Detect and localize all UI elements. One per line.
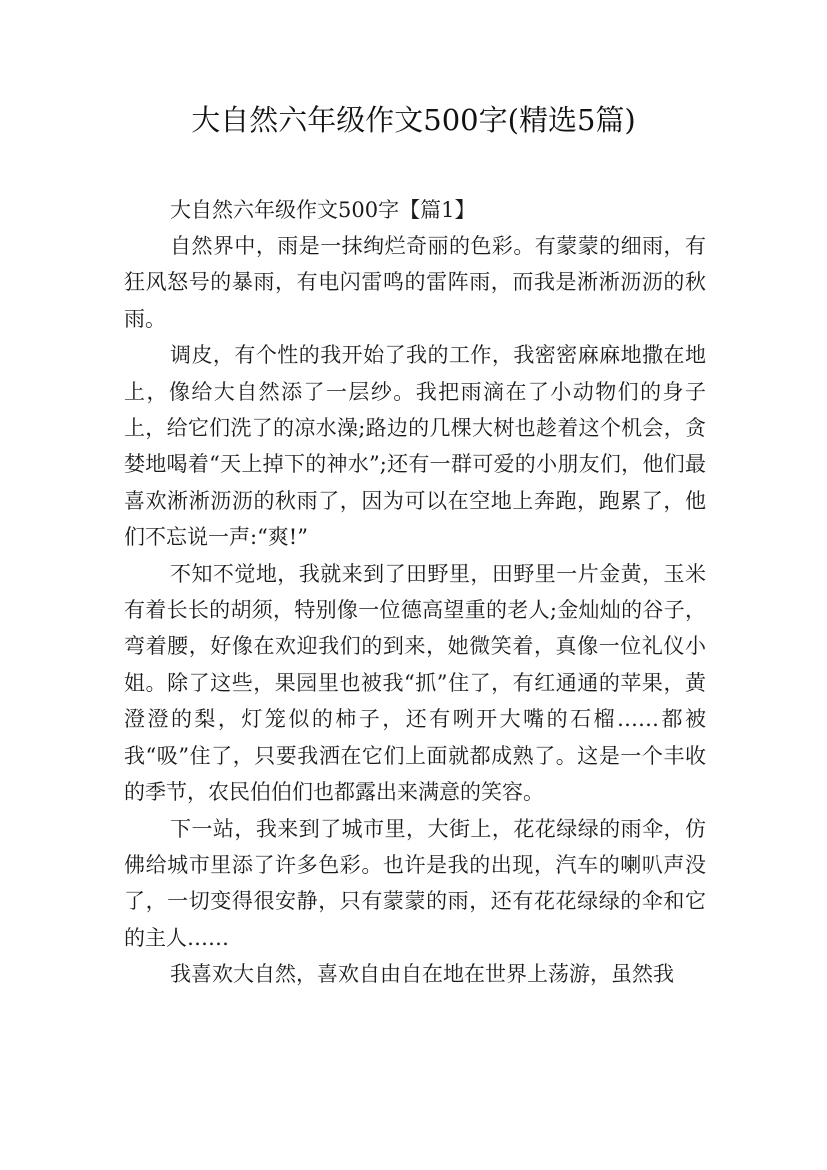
document-body	[124, 192, 706, 993]
paragraph-3: 不知不觉地，我就来到了田野里，田野里一片金黄，玉米有着长长的胡须，特别像一位德高望重的老人;金灿灿的谷子，弯着腰，好像在欢迎我们的到来，她微笑着，真像一位礼仪小姐。除了这些，果园里也被我“抓”住了，有红通通的苹果，黄澄澄的梨，灯笼似的柿子，还有咧开大嘴的石榴……都被我“吸”住了，只要我洒在它们上面就都成熟了。这是一个丰收的季节，农民伯伯们也都露出来满意的笑容。	[124, 561, 706, 805]
paragraph-5: 我喜欢大自然，喜欢自由自在地在世界上荡游，虽然我	[170, 962, 674, 987]
section-heading: 大自然六年级作文500字【篇1】	[170, 198, 476, 222]
paragraph-1: 自然界中，雨是一抹绚烂奇丽的色彩。有蒙蒙的细雨，有狂风怒号的暴雨，有电闪雷鸣的雷阵雨，而我是淅淅沥沥的秋雨。	[124, 234, 706, 331]
paragraph-2: 调皮，有个性的我开始了我的工作，我密密麻麻地撒在地上，像给大自然添了一层纱。我把雨滴在了小动物们的身子上，给它们洗了的凉水澡;路边的几棵大树也趁着这个机会，贪婪地喝着“天上掉下的神水”;还有一群可爱的小朋友们，他们最喜欢淅淅沥沥的秋雨了，因为可以在空地上奔跑，跑累了，他们不忘说一声:“爽!”	[124, 343, 706, 550]
document-title: 大自然六年级作文500字(精选5篇)	[191, 103, 636, 137]
paragraph-4: 下一站，我来到了城市里，大街上，花花绿绿的雨伞，仿佛给城市里添了许多色彩。也许是我的出现，汽车的喇叭声没了，一切变得很安静，只有蒙蒙的雨，还有花花绿绿的伞和它的主人……	[124, 816, 706, 950]
